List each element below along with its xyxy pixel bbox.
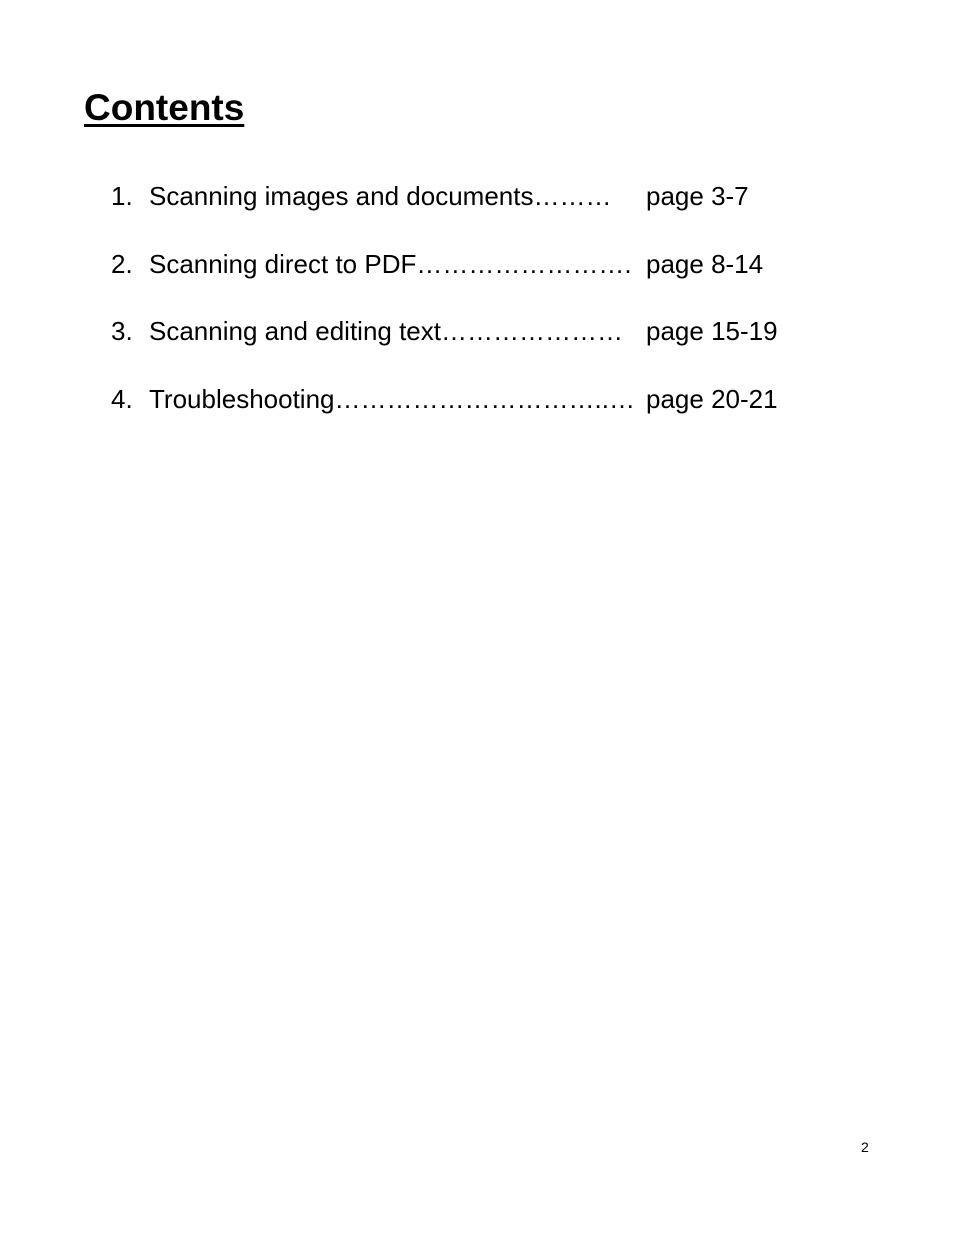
table-of-contents xyxy=(111,178,778,448)
toc-entry-title: Scanning direct to PDF……………………. xyxy=(149,248,632,279)
page-title: Contents xyxy=(84,87,245,128)
toc-entry-page-range: page 20-21 xyxy=(646,383,778,414)
toc-entry-page-range: page 8-14 xyxy=(646,248,764,279)
toc-entry-title: Scanning and editing text………………… xyxy=(149,316,623,346)
toc-entry-page-range: page 3-7 xyxy=(646,181,749,211)
toc-entry-scanning-pdf[interactable] xyxy=(111,246,778,314)
toc-entry-scanning-text[interactable] xyxy=(111,313,778,381)
toc-entry-number: 1. xyxy=(111,181,133,211)
page-number: 2 xyxy=(861,1139,869,1155)
toc-entry-page-range: page 15-19 xyxy=(646,316,778,346)
toc-entry-troubleshooting[interactable] xyxy=(111,381,778,449)
toc-entry-scanning-images[interactable] xyxy=(111,178,778,246)
toc-entry-number: 4. xyxy=(111,383,133,414)
toc-entry-number: 3. xyxy=(111,316,133,346)
toc-entry-number: 2. xyxy=(111,248,133,279)
toc-entry-title: Scanning images and documents……… xyxy=(149,181,612,211)
toc-entry-title: Troubleshooting…………………………..… xyxy=(149,383,635,414)
